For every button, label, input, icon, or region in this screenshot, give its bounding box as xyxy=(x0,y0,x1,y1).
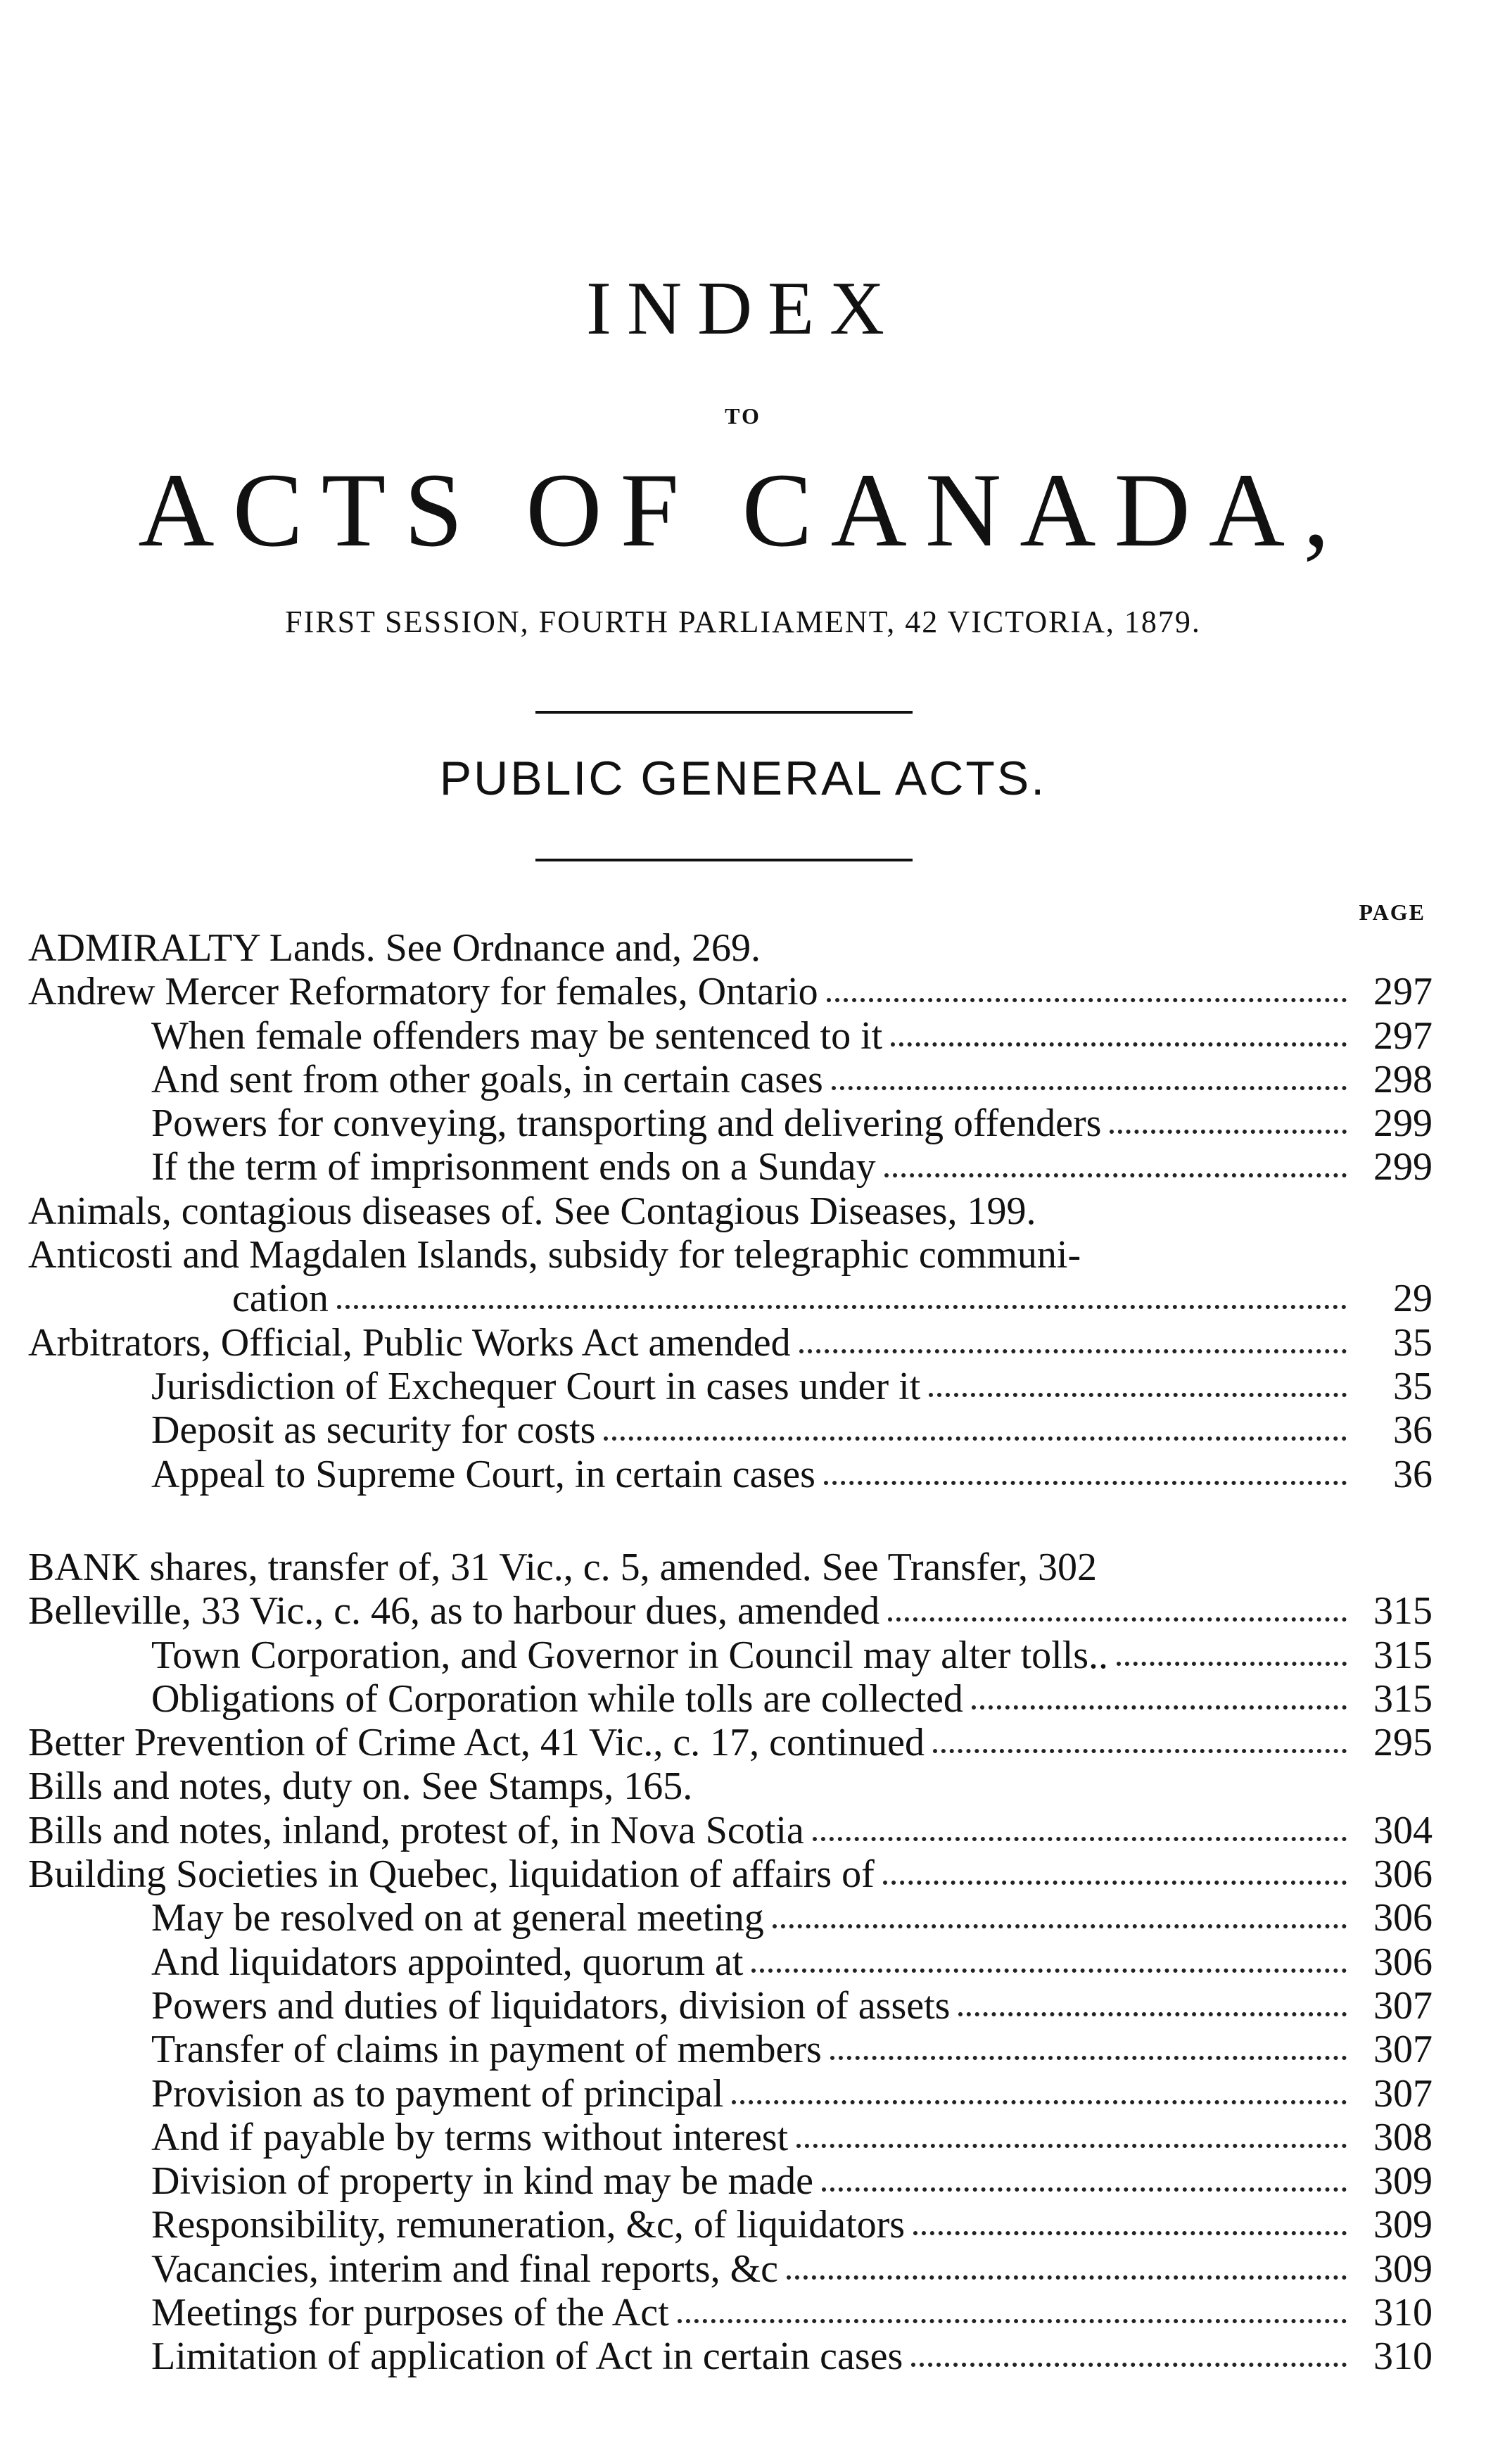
index-entry xyxy=(151,2072,1433,2116)
entry-text: Anticosti and Magdalen Islands, subsidy for telegraphic communi- xyxy=(28,1233,1081,1277)
entry-text: If the term of imprisonment ends on a Sunday xyxy=(151,1145,876,1189)
entry-page-number: 306 xyxy=(1373,1940,1433,1984)
entry-page-number: 308 xyxy=(1373,2116,1433,2159)
index-entry xyxy=(28,1809,1433,1852)
dot-leader xyxy=(891,1042,1347,1047)
entry-page-number: 315 xyxy=(1373,1589,1433,1633)
entry-text: Animals, contagious diseases of. See Contagious Diseases, 199. xyxy=(28,1189,1036,1233)
entry-text: Jurisdiction of Exchequer Court in cases under it xyxy=(151,1365,921,1408)
index-entry xyxy=(28,1764,1433,1808)
dot-leader xyxy=(913,2231,1347,2235)
entry-page-number: 307 xyxy=(1373,2072,1433,2116)
dot-leader xyxy=(813,1837,1347,1841)
dot-leader xyxy=(832,1086,1347,1090)
index-entry xyxy=(151,1145,1433,1189)
entry-text: May be resolved on at general meeting xyxy=(151,1896,764,1940)
dot-leader xyxy=(337,1305,1347,1309)
dot-leader xyxy=(884,1173,1347,1177)
index-entry xyxy=(151,2335,1433,2378)
entry-text: Appeal to Supreme Court, in certain cases xyxy=(151,1453,815,1496)
entry-text: Vacancies, interim and final reports, &c xyxy=(151,2247,778,2291)
entry-page-number: 315 xyxy=(1373,1634,1433,1677)
dot-leader xyxy=(796,2144,1347,2148)
entry-page-number: 297 xyxy=(1373,1014,1433,1058)
divider-top xyxy=(535,711,913,714)
index-entry xyxy=(151,1101,1433,1145)
divider-bottom xyxy=(535,859,913,861)
dot-leader xyxy=(822,2187,1347,2192)
entry-page-number: 309 xyxy=(1373,2247,1433,2291)
entry-text: And liquidators appointed, quorum at xyxy=(151,1940,744,1984)
dot-leader xyxy=(678,2319,1347,2323)
entry-text: Bills and notes, duty on. See Stamps, 165. xyxy=(28,1764,693,1808)
entry-page-number: 36 xyxy=(1393,1453,1433,1496)
index-entry xyxy=(151,1453,1433,1496)
entry-page-number: 35 xyxy=(1393,1321,1433,1365)
title-connector: TO xyxy=(725,403,761,429)
index-entry xyxy=(151,1634,1433,1677)
entry-page-number: 35 xyxy=(1393,1365,1433,1408)
index-entry xyxy=(151,2247,1433,2291)
index-entry xyxy=(28,1546,1433,1589)
entry-text: cation xyxy=(232,1277,329,1320)
entry-text: Building Societies in Quebec, liquidation of affairs of xyxy=(28,1852,875,1896)
index-entry xyxy=(28,1589,1433,1633)
entry-text: Transfer of claims in payment of members xyxy=(151,2028,822,2071)
entry-text: Bills and notes, inland, protest of, in Nova Scotia xyxy=(28,1809,804,1852)
index-entry xyxy=(151,1365,1433,1408)
index-entry xyxy=(28,1233,1433,1277)
entry-text: And if payable by terms without interest xyxy=(151,2116,789,2159)
entry-page-number: 295 xyxy=(1373,1721,1433,1764)
entry-page-number: 309 xyxy=(1373,2159,1433,2203)
index-entry xyxy=(28,1321,1433,1365)
index-entry xyxy=(151,1940,1433,1984)
entry-text: Limitation of application of Act in certain cases xyxy=(151,2335,903,2378)
entry-text: Better Prevention of Crime Act, 41 Vic., c. 17, continued xyxy=(28,1721,925,1764)
dot-leader xyxy=(911,2363,1347,2367)
entry-text: Responsibility, remuneration, &c, of liquidators xyxy=(151,2203,906,2247)
page-title: INDEX xyxy=(586,267,900,350)
entry-text: BANK shares, transfer of, 31 Vic., c. 5, amended. See Transfer, 302 xyxy=(28,1546,1098,1589)
entry-text: Powers and duties of liquidators, division of assets xyxy=(151,1984,951,2028)
index-entry xyxy=(151,1677,1433,1721)
dot-leader xyxy=(958,2012,1347,2016)
dot-leader xyxy=(732,2100,1347,2104)
index-entry xyxy=(28,926,1433,970)
section-heading: PUBLIC GENERAL ACTS. xyxy=(439,752,1047,805)
entry-page-number: 306 xyxy=(1373,1896,1433,1940)
dot-leader xyxy=(604,1436,1347,1441)
entry-text: Belleville, 33 Vic., c. 46, as to harbour dues, amended xyxy=(28,1589,880,1633)
entry-text: Andrew Mercer Reformatory for females, Ontario xyxy=(28,970,818,1013)
dot-leader xyxy=(888,1617,1347,1622)
index-entry xyxy=(151,1984,1433,2028)
entry-page-number: 297 xyxy=(1373,970,1433,1013)
index-entry xyxy=(151,1896,1433,1940)
entry-text: Obligations of Corporation while tolls are collected xyxy=(151,1677,963,1721)
entry-page-number: 315 xyxy=(1373,1677,1433,1721)
index-entry xyxy=(28,1189,1433,1233)
index-entry xyxy=(151,2116,1433,2159)
entry-page-number: 29 xyxy=(1393,1277,1433,1320)
entry-page-number: 299 xyxy=(1373,1101,1433,1145)
entry-page-number: 307 xyxy=(1373,2028,1433,2071)
entry-text: Powers for conveying, transporting and delivering offenders xyxy=(151,1101,1102,1145)
dot-leader xyxy=(1110,1130,1347,1134)
entry-text: Meetings for purposes of the Act xyxy=(151,2291,669,2335)
index-entry xyxy=(151,2291,1433,2335)
entry-page-number: 36 xyxy=(1393,1408,1433,1452)
entry-page-number: 298 xyxy=(1373,1058,1433,1101)
entry-page-number: 309 xyxy=(1373,2203,1433,2247)
entry-page-number: 299 xyxy=(1373,1145,1433,1189)
entry-text: Deposit as security for costs xyxy=(151,1408,596,1452)
entry-page-number: 310 xyxy=(1373,2335,1433,2378)
index-entry xyxy=(28,1721,1433,1764)
session-line: FIRST SESSION, FOURTH PARLIAMENT, 42 VICTORIA, 1879. xyxy=(285,605,1201,639)
index-entry xyxy=(151,2159,1433,2203)
index-entry xyxy=(151,1408,1433,1452)
entry-text: ADMIRALTY Lands. See Ordnance and, 269. xyxy=(28,926,761,970)
dot-leader xyxy=(799,1349,1347,1353)
index-entry xyxy=(28,970,1433,1013)
entry-page-number: 304 xyxy=(1373,1809,1433,1852)
entry-text: Town Corporation, and Governor in Council may alter tolls.. xyxy=(151,1634,1109,1677)
dot-leader xyxy=(787,2275,1347,2280)
dot-leader xyxy=(1117,1662,1347,1666)
dot-leader xyxy=(751,1969,1347,1973)
entry-page-number: 306 xyxy=(1373,1852,1433,1896)
index-entry xyxy=(151,2203,1433,2247)
entry-page-number: 310 xyxy=(1373,2291,1433,2335)
dot-leader xyxy=(883,1881,1347,1885)
dot-leader xyxy=(773,1924,1347,1928)
dot-leader xyxy=(827,998,1347,1002)
dot-leader xyxy=(933,1749,1347,1753)
entry-text: Division of property in kind may be made xyxy=(151,2159,813,2203)
index-entry xyxy=(151,1058,1433,1101)
entry-text: When female offenders may be sentenced to it xyxy=(151,1014,883,1058)
entry-text: And sent from other goals, in certain cases xyxy=(151,1058,823,1101)
index-entry xyxy=(151,2028,1433,2071)
page-subtitle: ACTS OF CANADA, xyxy=(138,452,1348,569)
dot-leader xyxy=(830,2056,1347,2060)
index-entry xyxy=(232,1277,1433,1320)
entry-page-number: 307 xyxy=(1373,1984,1433,2028)
index-entry xyxy=(28,1852,1433,1896)
dot-leader xyxy=(824,1481,1347,1485)
index-entry xyxy=(151,1014,1433,1058)
dot-leader xyxy=(972,1705,1347,1710)
entry-text: Arbitrators, Official, Public Works Act amended xyxy=(28,1321,791,1365)
dot-leader xyxy=(929,1393,1347,1397)
entry-text: Provision as to payment of principal xyxy=(151,2072,724,2116)
page-column-label: PAGE xyxy=(1359,899,1425,925)
